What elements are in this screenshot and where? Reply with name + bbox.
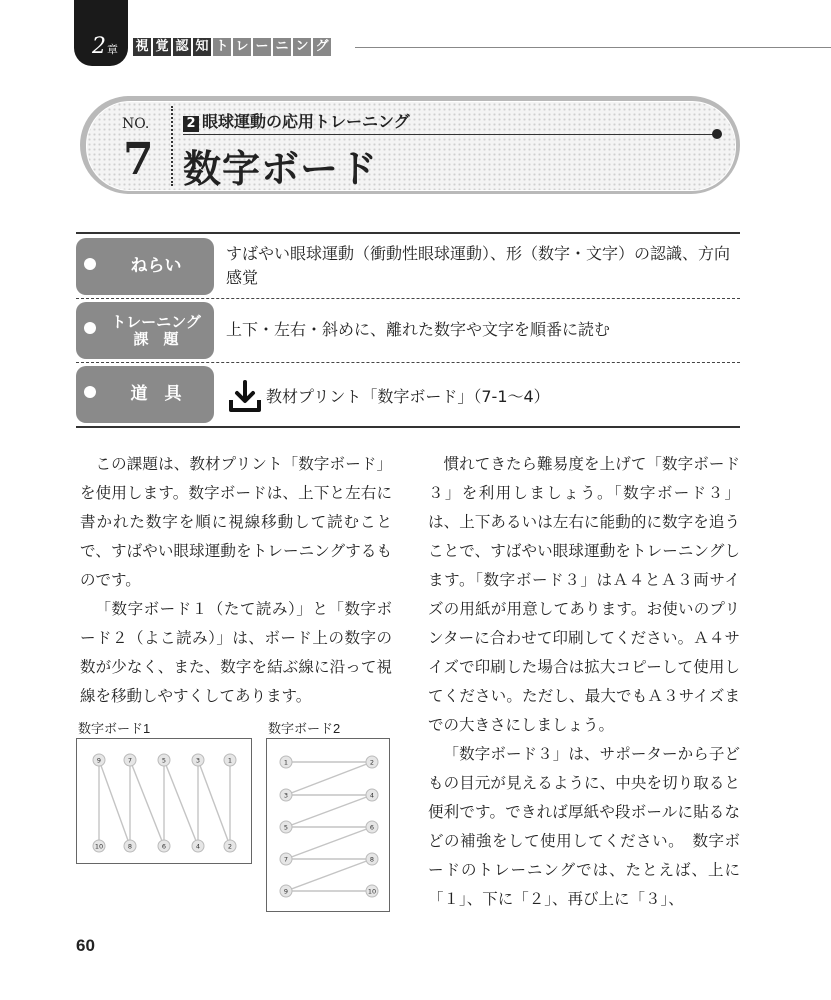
board-2-diagram — [267, 739, 389, 911]
chapter-title-char: 覚 — [153, 38, 171, 56]
number-label: 2 — [227, 842, 233, 851]
info-top-rule — [76, 232, 740, 234]
download-icon — [228, 380, 262, 414]
section-subtitle: 2 眼球運動の応用トレーニング — [183, 109, 410, 132]
connector-line — [130, 760, 164, 846]
banner-dot — [712, 129, 722, 139]
number-label: 6 — [369, 823, 375, 832]
chapter-rule — [355, 47, 831, 48]
left-column — [80, 450, 392, 711]
chapter-title-char: レ — [233, 38, 251, 56]
connector-line — [286, 859, 372, 891]
section-number: 2 — [183, 116, 199, 132]
chapter-title-char: 視 — [133, 38, 151, 56]
info-divider — [76, 362, 740, 363]
info-label: ねらい — [76, 238, 214, 295]
number-label: 7 — [127, 756, 133, 765]
chapter-title-char: グ — [313, 38, 331, 56]
figure-label: 数字ボード1 — [78, 721, 151, 736]
number-label: 9 — [283, 887, 289, 896]
banner-line — [183, 134, 719, 135]
info-label: トレーニング 課 題 — [76, 302, 214, 359]
chapter-title-char: ー — [253, 38, 271, 56]
exercise-no-label: NO. — [122, 116, 150, 132]
number-label: 3 — [195, 756, 201, 765]
connector-line — [286, 827, 372, 859]
connector-line — [99, 760, 130, 846]
info-bottom-rule — [76, 426, 740, 428]
paragraph: 「数字ボード１（たて読み）」と「数字ボード２（よこ読み）」は、ボード上の数字の数が少なく、また、数字を結ぶ線に沿って視線を移動しやすくしてあります。 — [80, 600, 392, 705]
paragraph: この課題は、教材プリント「数字ボード」を使用します。数字ボードは、上下と左右に書かれた数字を順に視線移動して読むことで、すばやい眼球運動をトレーニングするものです。 — [80, 455, 392, 589]
number-label: 5 — [283, 823, 289, 832]
number-label: 8 — [369, 855, 375, 864]
info-value: 上下・左右・斜めに、離れた数字や文字を順番に読む — [226, 320, 611, 339]
paragraph: 「数字ボード３」は、サポーターから子どもの目元が見えるように、中央を切り取ると便利です。できれば厚紙や段ボールに貼るなどの補強をして使用してください。 数字ボードのトレーニングでは、たとえば、上に「１」、下に「２」、再び上に「３」、 — [428, 745, 740, 908]
right-column — [428, 450, 740, 914]
number-label: 4 — [195, 842, 201, 851]
figure-board-2 — [266, 738, 390, 912]
number-label: 9 — [96, 756, 102, 765]
chapter-title-char: 知 — [193, 38, 211, 56]
info-divider — [76, 298, 740, 299]
number-label: 10 — [94, 842, 104, 851]
number-label: 10 — [367, 887, 377, 896]
chapter-title-char: 認 — [173, 38, 191, 56]
board-1-diagram — [77, 739, 251, 863]
figure-board-1 — [76, 738, 252, 864]
number-label: 7 — [283, 855, 289, 864]
banner-separator — [171, 106, 173, 186]
info-label: 道 具 — [76, 366, 214, 423]
number-label: 3 — [283, 791, 289, 800]
chapter-number: 2章 — [92, 34, 118, 59]
number-label: 5 — [161, 756, 167, 765]
info-value: 教材プリント「数字ボード」（7-1～4） — [228, 380, 740, 414]
chapter-title-char: ン — [293, 38, 311, 56]
exercise-number: 7 — [123, 134, 154, 185]
chapter-title — [133, 38, 331, 56]
page-title: 数字ボード — [183, 147, 379, 191]
number-label: 1 — [283, 758, 289, 767]
number-label: 2 — [369, 758, 375, 767]
connector-line — [286, 762, 372, 795]
figure-label: 数字ボード2 — [268, 721, 341, 736]
connector-line — [286, 795, 372, 827]
number-label: 6 — [161, 842, 167, 851]
chapter-title-char: ニ — [273, 38, 291, 56]
chapter-title-char: ト — [213, 38, 231, 56]
info-value: すばやい眼球運動（衝動性眼球運動）、形（数字・文字）の認識、方向感覚 — [226, 244, 731, 287]
number-label: 4 — [369, 791, 375, 800]
connector-line — [164, 760, 198, 846]
number-label: 8 — [127, 842, 133, 851]
number-label: 1 — [227, 756, 233, 765]
page-number: 60 — [76, 936, 95, 955]
connector-line — [198, 760, 230, 846]
paragraph: 慣れてきたら難易度を上げて「数字ボード３」を利用しましょう。「数字ボード３」は、上下あるいは左右に能動的に数字を追うことで、すばやい眼球運動をトレーニングします。「数字ボード３」はＡ４とＡ３両サイズの用紙が用意してあります。お使いのプリンターに合わせて印刷してください。Ａ４サイズで印刷した場合は拡大コピーして使用してください。ただし、最大でもＡ３サイズまでの大きさにしましょう。 — [428, 455, 740, 734]
